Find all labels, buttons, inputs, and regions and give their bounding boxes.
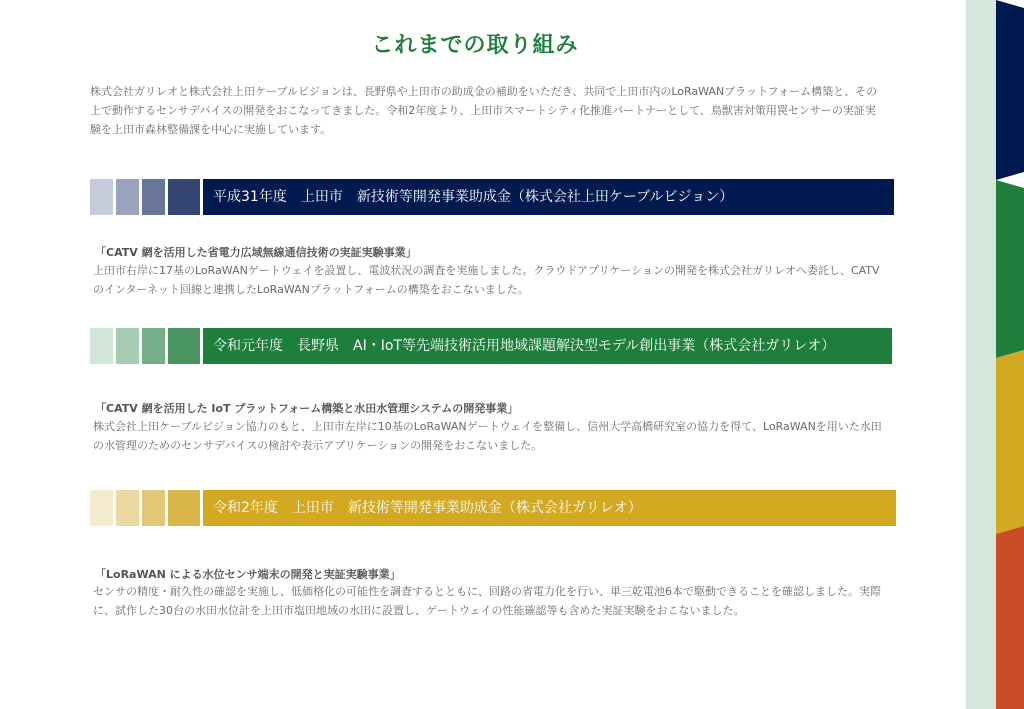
band-square bbox=[116, 328, 139, 364]
band-square bbox=[168, 328, 200, 364]
band-square bbox=[90, 490, 113, 526]
band-label: 令和元年度 長野県 AI・IoT等先端技術活用地域課題解決型モデル創出事業（株式会社ガリレオ） bbox=[203, 328, 892, 364]
band-square bbox=[168, 179, 200, 215]
band-square bbox=[142, 179, 165, 215]
project-body-3: センサの精度・耐久性の確認を実施し、低価格化の可能性を調査するとともに、回路の省電力化を行い、単三乾電池6本で駆動できることを確認しました。実際に、試作した30台の水田水位計を上田市塩田地域の水田に設置し、ゲートウェイの性能確認等も含めた実証実験をおこないました。 bbox=[93, 585, 881, 617]
project-title-2: 「CATV 網を活用した IoT プラットフォーム構築と水田水管理システムの開発事業」 bbox=[95, 402, 519, 415]
band-square bbox=[168, 490, 200, 526]
band-label: 令和2年度 上田市 新技術等開発事業助成金（株式会社ガリレオ） bbox=[203, 490, 896, 526]
project-title-1: 「CATV 網を活用した省電力広域無線通信技術の実証実験事業」 bbox=[95, 246, 417, 259]
tab-green bbox=[996, 180, 1024, 358]
right-color-tabs bbox=[994, 0, 1024, 709]
band-square bbox=[90, 328, 113, 364]
tab-orange bbox=[996, 526, 1024, 709]
section-band-2 bbox=[90, 328, 892, 364]
section-band-1 bbox=[90, 179, 894, 215]
right-rail bbox=[966, 0, 996, 709]
tab-gold bbox=[996, 350, 1024, 534]
project-body-1: 上田市右岸に17基のLoRaWANゲートウェイを設置し、電波状況の調査を実施しました。クラウドアプリケーションの開発を株式会社ガリレオへ委託し、CATVのインターネット回線と連携したLoRaWANプラットフォームの構築をおこないました。 bbox=[93, 264, 880, 296]
page-title: これまでの取り組み bbox=[371, 33, 579, 58]
band-square bbox=[142, 490, 165, 526]
band-square bbox=[90, 179, 113, 215]
project-body-2: 株式会社上田ケーブルビジョン協力のもと、上田市左岸に10基のLoRaWANゲートウェイを整備し、信州大学高橋研究室の協力を得て、LoRaWANを用いた水田の水管理のためのセンサデバイスの検討や表示アプリケーションの開発をおこないました。 bbox=[93, 420, 882, 452]
tab-navy bbox=[996, 0, 1024, 180]
intro-paragraph: 株式会社ガリレオと株式会社上田ケーブルビジョンは、長野県や上田市の助成金の補助をいただき、共同で上田市内のLoRaWANプラットフォーム構築と、その上で動作するセンサデバイスの開発をおこなってきました。令和2年度より、上田市スマートシティ化推進パートナーとして、鳥獣害対策用罠センサーの実証実験を上田市森林整備課を中心に実施しています。 bbox=[90, 85, 878, 136]
band-square bbox=[116, 179, 139, 215]
band-square bbox=[142, 328, 165, 364]
project-title-3: 「LoRaWAN による水位センサ端末の開発と実証実験事業」 bbox=[95, 568, 401, 581]
section-band-3 bbox=[90, 490, 896, 526]
band-label: 平成31年度 上田市 新技術等開発事業助成金（株式会社上田ケーブルビジョン） bbox=[203, 179, 894, 215]
band-square bbox=[116, 490, 139, 526]
